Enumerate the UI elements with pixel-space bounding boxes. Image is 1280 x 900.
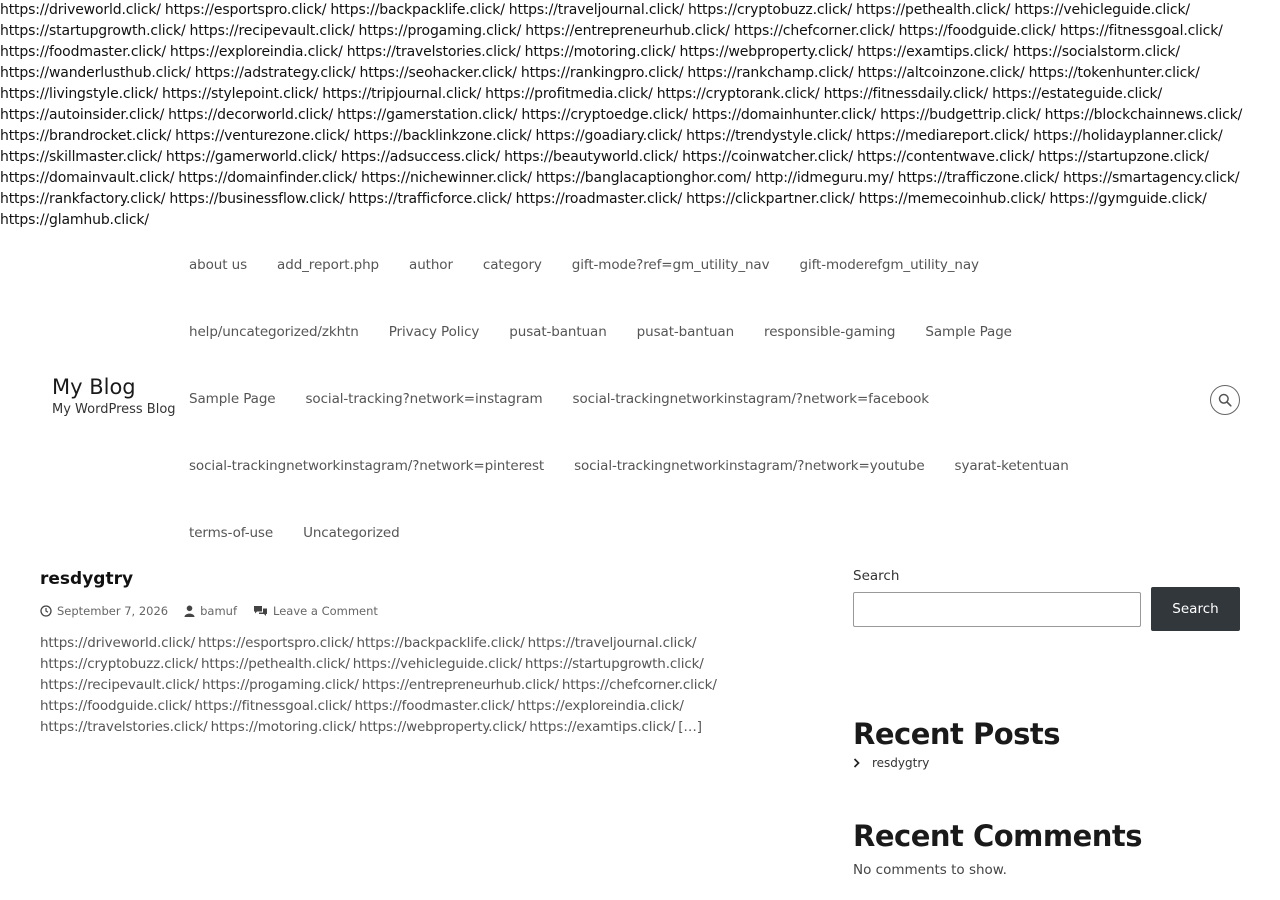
spam-link[interactable]: https://adstrategy.click/ — [194, 65, 356, 81]
nav-menu-item[interactable]: add_report.php — [277, 256, 380, 273]
nav-menu-item[interactable]: help/uncategorized/zkhtn — [189, 323, 359, 340]
spam-line — [0, 168, 1280, 189]
spam-link[interactable]: https://beautyworld.click/ — [504, 149, 679, 165]
excerpt-link[interactable]: https://chefcorner.click/ — [561, 677, 717, 693]
search-input[interactable] — [853, 592, 1141, 627]
nav-menu-item[interactable]: about us — [189, 256, 248, 273]
spam-link[interactable]: https://businessflow.click/ — [169, 191, 345, 207]
spam-line — [0, 84, 1280, 105]
excerpt-link[interactable]: https://driveworld.click/ — [40, 635, 195, 651]
nav-menu-item[interactable]: Sample Page — [189, 390, 276, 407]
nav-menu-item[interactable]: gift-moderefgm_utility_nay — [799, 256, 979, 273]
spam-link[interactable]: https://profitmedia.click/ — [485, 86, 653, 102]
spam-link[interactable]: https://seohacker.click/ — [359, 65, 517, 81]
nav-menu-item[interactable]: author — [409, 256, 453, 273]
spam-link[interactable]: https://examtips.click/ — [857, 44, 1009, 60]
excerpt-line — [40, 675, 780, 696]
spam-link[interactable]: https://entrepreneurhub.click/ — [525, 23, 730, 39]
site-description: My WordPress Blog — [52, 402, 176, 417]
spam-link[interactable]: https://banglacaptionghor.com/ — [535, 170, 752, 186]
spam-link[interactable]: https://vehicleguide.click/ — [1014, 2, 1190, 18]
spam-link[interactable]: https://venturezone.click/ — [175, 128, 350, 144]
excerpt-link[interactable]: https://progaming.click/ — [201, 677, 359, 693]
nav-row — [189, 499, 1189, 566]
excerpt-link[interactable]: https://examtips.click/ — [529, 719, 676, 735]
spam-link[interactable]: https://trafficzone.click/ — [897, 170, 1060, 186]
nav-menu-item[interactable]: social-trackingnetworkinstagram/?network=pinterest — [189, 457, 545, 474]
recent-post-link[interactable]: resdygtry — [872, 756, 930, 770]
nav-row — [189, 231, 1189, 298]
nav-row — [189, 298, 1189, 365]
spam-link[interactable]: https://startupgrowth.click/ — [0, 23, 186, 39]
spam-link[interactable]: https://clickpartner.click/ — [686, 191, 855, 207]
spam-link[interactable]: https://budgettrip.click/ — [880, 107, 1041, 123]
search-icon — [1218, 393, 1232, 407]
spam-link[interactable]: https://smartagency.click/ — [1063, 170, 1240, 186]
spam-link[interactable]: https://memecoinhub.click/ — [858, 191, 1046, 207]
leave-comment-link[interactable]: Leave a Comment — [273, 604, 378, 618]
post-date[interactable]: September 7, 2026 — [57, 604, 169, 618]
spam-link[interactable]: https://foodmaster.click/ — [0, 44, 166, 60]
chevron-right-icon — [853, 758, 860, 768]
nav-menu-item[interactable]: pusat-bantuan — [636, 323, 735, 340]
spam-line — [0, 210, 1280, 231]
excerpt-line — [40, 717, 780, 738]
post-excerpt — [40, 633, 780, 738]
spam-link[interactable]: https://autoinsider.click/ — [0, 107, 165, 123]
spam-line — [0, 147, 1280, 168]
spam-link[interactable]: https://chefcorner.click/ — [733, 23, 895, 39]
spam-line — [0, 126, 1280, 147]
primary-navigation — [189, 231, 1189, 566]
spam-link[interactable]: https://cryptobuzz.click/ — [688, 2, 853, 18]
excerpt-link[interactable]: https://motoring.click/ — [210, 719, 356, 735]
spam-link[interactable]: https://tripjournal.click/ — [322, 86, 482, 102]
spam-link[interactable]: https://exploreindia.click/ — [169, 44, 343, 60]
spam-link[interactable]: https://trendystyle.click/ — [686, 128, 853, 144]
spam-link[interactable]: https://trafficforce.click/ — [348, 191, 512, 207]
spam-line — [0, 63, 1280, 84]
spam-link[interactable]: https://domainhunter.click/ — [691, 107, 877, 123]
site-title[interactable]: My Blog — [52, 375, 136, 399]
excerpt-link[interactable]: https://foodguide.click/ — [40, 698, 192, 714]
nav-menu-item[interactable]: social-tracking?network=instagram — [305, 390, 543, 407]
nav-menu-item[interactable]: syarat-ketentuan — [954, 457, 1069, 474]
spam-link[interactable]: https://traveljournal.click/ — [508, 2, 684, 18]
nav-menu-item[interactable]: social-trackingnetworkinstagram/?network=youtube — [574, 457, 925, 474]
spam-link[interactable]: https://holidayplanner.click/ — [1033, 128, 1223, 144]
comments-icon — [253, 605, 268, 617]
spam-link[interactable]: https://roadmaster.click/ — [515, 191, 683, 207]
excerpt-line — [40, 633, 780, 654]
spam-link[interactable]: https://altcoinzone.click/ — [857, 65, 1025, 81]
nav-menu-item[interactable]: Uncategorized — [303, 524, 400, 541]
excerpt-link[interactable]: https://foodmaster.click/ — [354, 698, 515, 714]
recent-comments-heading: Recent Comments — [853, 819, 1143, 853]
post-meta — [40, 602, 780, 620]
excerpt-link[interactable]: https://backpacklife.click/ — [356, 635, 525, 651]
spam-link[interactable]: https://wanderlusthub.click/ — [0, 65, 191, 81]
excerpt-line — [40, 696, 780, 717]
spam-link[interactable]: https://foodguide.click/ — [898, 23, 1056, 39]
spam-link[interactable]: https://webproperty.click/ — [679, 44, 854, 60]
search-toggle-button[interactable] — [1210, 385, 1240, 415]
nav-row — [189, 365, 1189, 432]
spam-link[interactable]: https://gamerworld.click/ — [165, 149, 337, 165]
excerpt-link[interactable]: https://traveljournal.click/ — [527, 635, 697, 651]
spam-link[interactable]: https://estateguide.click/ — [992, 86, 1163, 102]
spam-link[interactable]: https://decorworld.click/ — [168, 107, 334, 123]
excerpt-link[interactable]: https://esportspro.click/ — [197, 635, 354, 651]
spam-line — [0, 0, 1280, 21]
spam-link[interactable]: https://blockchainnews.click/ — [1044, 107, 1243, 123]
spam-line — [0, 21, 1280, 42]
spam-link[interactable]: https://socialstorm.click/ — [1012, 44, 1180, 60]
spam-link[interactable]: https://cryptorank.click/ — [656, 86, 820, 102]
post-author[interactable]: bamuf — [200, 604, 238, 618]
spam-link[interactable]: https://rankingpro.click/ — [520, 65, 684, 81]
spam-link[interactable]: https://glamhub.click/ — [0, 212, 149, 228]
excerpt-link[interactable]: https://exploreindia.click/ — [517, 698, 684, 714]
excerpt-link[interactable]: https://recipevault.click/ — [40, 677, 199, 693]
clock-icon — [40, 605, 52, 617]
spam-link[interactable]: https://backlinkzone.click/ — [353, 128, 532, 144]
spam-line — [0, 105, 1280, 126]
nav-menu-item[interactable]: Sample Page — [925, 323, 1012, 340]
excerpt-link[interactable]: https://travelstories.click/ — [40, 719, 208, 735]
recent-post-item[interactable] — [853, 756, 929, 770]
spam-link[interactable]: https://recipevault.click/ — [189, 23, 355, 39]
nav-menu-item[interactable]: category — [482, 256, 542, 273]
spam-link[interactable]: https://fitnessdaily.click/ — [823, 86, 989, 102]
excerpt-link[interactable]: https://vehicleguide.click/ — [352, 656, 522, 672]
spam-link[interactable]: https://progaming.click/ — [358, 23, 522, 39]
site-branding — [52, 374, 176, 419]
spam-link[interactable]: https://adsuccess.click/ — [340, 149, 501, 165]
search-form — [853, 587, 1240, 631]
post-date-group — [40, 604, 168, 618]
no-comments-text: No comments to show. — [853, 862, 1007, 878]
excerpt-link[interactable]: https://webproperty.click/ — [358, 719, 527, 735]
excerpt-link[interactable]: https://cryptobuzz.click/ — [40, 656, 199, 672]
recent-posts-heading: Recent Posts — [853, 717, 1061, 751]
spam-link[interactable]: https://tokenhunter.click/ — [1028, 65, 1200, 81]
spam-link[interactable]: http://idmeguru.my/ — [755, 170, 894, 186]
spam-link[interactable]: https://mediareport.click/ — [856, 128, 1030, 144]
spam-link[interactable]: https://gymguide.click/ — [1049, 191, 1207, 207]
excerpt-link[interactable]: https://entrepreneurhub.click/ — [361, 677, 559, 693]
post-comments-group — [253, 604, 378, 618]
excerpt-link[interactable]: https://pethealth.click/ — [201, 656, 350, 672]
post-title[interactable]: resdygtry — [40, 569, 134, 589]
spam-link[interactable]: https://gamerstation.click/ — [337, 107, 518, 123]
spam-link[interactable]: https://cryptoedge.click/ — [521, 107, 688, 123]
nav-menu-item[interactable]: Privacy Policy — [388, 323, 480, 340]
excerpt-line — [40, 654, 780, 675]
post-author-group — [184, 604, 237, 618]
spam-link[interactable]: https://rankchamp.click/ — [687, 65, 854, 81]
nav-menu-item[interactable]: pusat-bantuan — [509, 323, 607, 340]
sidebar — [853, 566, 1240, 878]
user-icon — [184, 605, 195, 617]
spam-line — [0, 42, 1280, 63]
nav-menu-item[interactable]: social-trackingnetworkinstagram/?network=facebook — [572, 390, 930, 407]
search-button[interactable]: Search — [1151, 587, 1240, 631]
excerpt-link[interactable]: https://fitnessgoal.click/ — [194, 698, 352, 714]
nav-row — [189, 432, 1189, 499]
spam-link[interactable]: https://nichewinner.click/ — [360, 170, 532, 186]
spam-link[interactable]: https://brandrocket.click/ — [0, 128, 172, 144]
spam-link[interactable]: https://startupzone.click/ — [1038, 149, 1209, 165]
nav-menu-item[interactable]: responsible-gaming — [764, 323, 896, 340]
spam-link[interactable]: https://stylepoint.click/ — [162, 86, 319, 102]
spam-link[interactable]: https://livingstyle.click/ — [0, 86, 159, 102]
post-article — [40, 566, 780, 738]
spam-link[interactable]: https://coinwatcher.click/ — [682, 149, 854, 165]
spam-link[interactable]: https://domainfinder.click/ — [178, 170, 357, 186]
nav-menu-item[interactable]: terms-of-use — [189, 524, 274, 541]
spam-links-block — [0, 0, 1280, 231]
spam-link[interactable]: https://backpacklife.click/ — [330, 2, 505, 18]
excerpt-link[interactable]: https://startupgrowth.click/ — [524, 656, 704, 672]
spam-link[interactable]: https://pethealth.click/ — [856, 2, 1011, 18]
spam-link[interactable]: https://fitnessgoal.click/ — [1059, 23, 1223, 39]
spam-link[interactable]: https://contentwave.click/ — [857, 149, 1035, 165]
spam-link[interactable]: https://travelstories.click/ — [346, 44, 521, 60]
search-label: Search — [853, 568, 900, 584]
spam-link[interactable]: https://domainvault.click/ — [0, 170, 175, 186]
spam-link[interactable]: https://rankfactory.click/ — [0, 191, 166, 207]
spam-line — [0, 189, 1280, 210]
nav-menu-item[interactable]: gift-mode?ref=gm_utility_nav — [571, 256, 770, 273]
excerpt-link[interactable]: […] — [678, 719, 702, 735]
spam-link[interactable]: https://esportspro.click/ — [164, 2, 327, 18]
spam-link[interactable]: https://motoring.click/ — [524, 44, 676, 60]
spam-link[interactable]: https://driveworld.click/ — [0, 2, 161, 18]
spam-link[interactable]: https://skillmaster.click/ — [0, 149, 162, 165]
spam-link[interactable]: https://goadiary.click/ — [535, 128, 683, 144]
